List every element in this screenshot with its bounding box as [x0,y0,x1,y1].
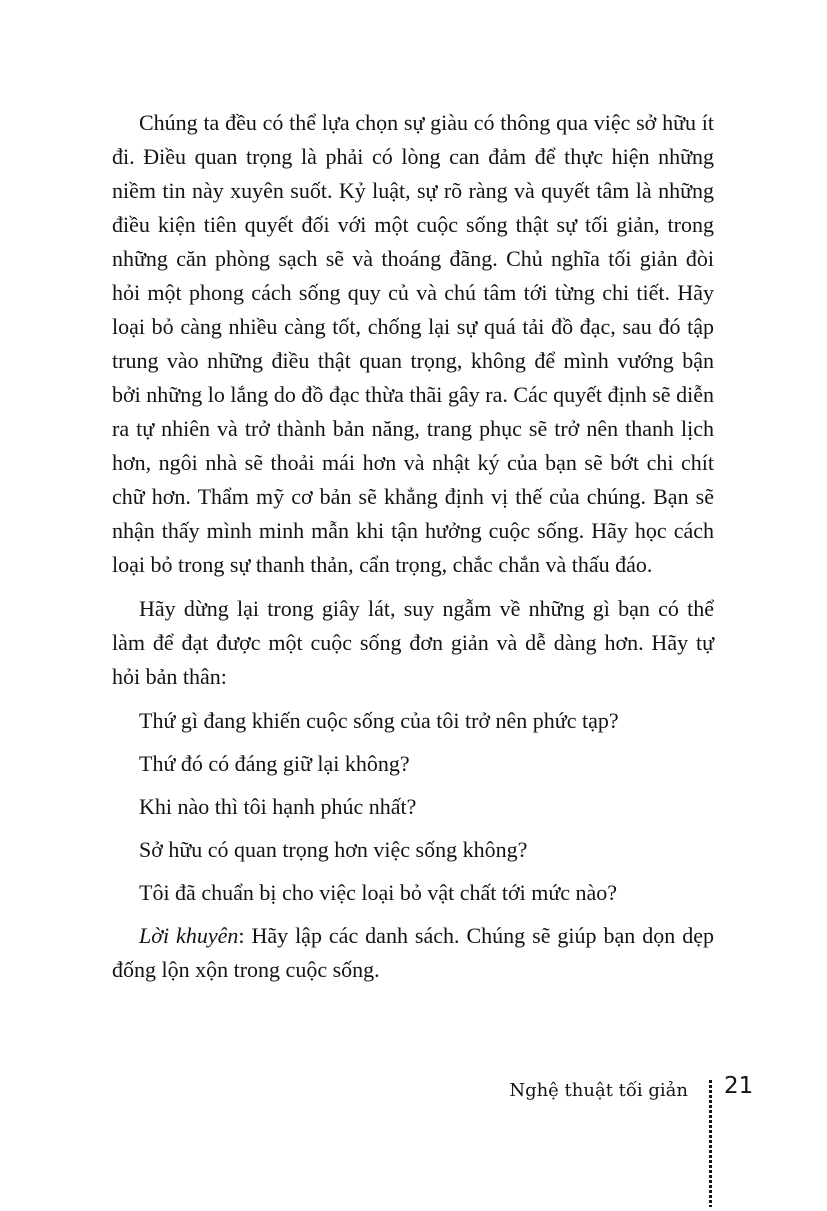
body-paragraph: Hãy dừng lại trong giây lát, suy ngẫm về những gì bạn có thể làm để đạt được một cuộc sống đơn giản và dễ dàng hơn. Hãy tự hỏi bản thân: [112,596,714,689]
page-number: 21 [724,1073,754,1099]
reflection-question: Khi nào thì tôi hạnh phúc nhất? [139,794,417,819]
reflection-question: Thứ đó có đáng giữ lại không? [139,751,410,776]
reflection-question: Sở hữu có quan trọng hơn việc sống không? [139,837,528,862]
body-paragraph: Chúng ta đều có thể lựa chọn sự giàu có thông qua việc sở hữu ít đi. Điều quan trọng là phải có lòng can đảm để thực hiện những niềm tin này xuyên suốt. Kỷ luật, sự rõ ràng và quyết tâm là những điều kiện tiên quyết đối với một cuộc sống thật sự tối giản, trong những căn phòng sạch sẽ và thoáng đãng. Chủ nghĩa tối giản đòi hỏi một phong cách sống quy củ và chú tâm tới từng chi tiết. Hãy loại bỏ càng nhiều càng tốt, chống lại sự quá tải đồ đạc, sau đó tập trung vào những điều thật quan trọng, không để mình vướng bận bởi những lo lắng do đồ đạc thừa thãi gây ra. Các quyết định sẽ diễn ra tự nhiên và trở thành bản năng, trang phục sẽ trở nên thanh lịch hơn, ngôi nhà sẽ thoải mái hơn và nhật ký của bạn sẽ bớt chi chít chữ hơn. Thẩm mỹ cơ bản sẽ khẳng định vị thế của chúng. Bạn sẽ nhận thấy mình minh mẫn khi tận hưởng cuộc sống. Hãy học cách loại bỏ trong sự thanh thản, cẩn trọng, chắc chắn và thấu đáo. [112,110,714,577]
advice-paragraph [112,919,714,987]
advice-text: : Hãy lập các danh sách. Chúng sẽ giúp bạn dọn dẹp đống lộn xộn trong cuộc sống. [112,923,714,982]
dotted-divider [709,1080,712,1207]
reflection-question: Tôi đã chuẩn bị cho việc loại bỏ vật chất tới mức nào? [139,880,618,905]
running-title: Nghệ thuật tối giản [509,1080,688,1101]
advice-lead-label: Lời khuyên [139,923,239,948]
reflection-question: Thứ gì đang khiến cuộc sống của tôi trở nên phức tạp? [139,708,619,733]
page-text-block [112,106,714,997]
